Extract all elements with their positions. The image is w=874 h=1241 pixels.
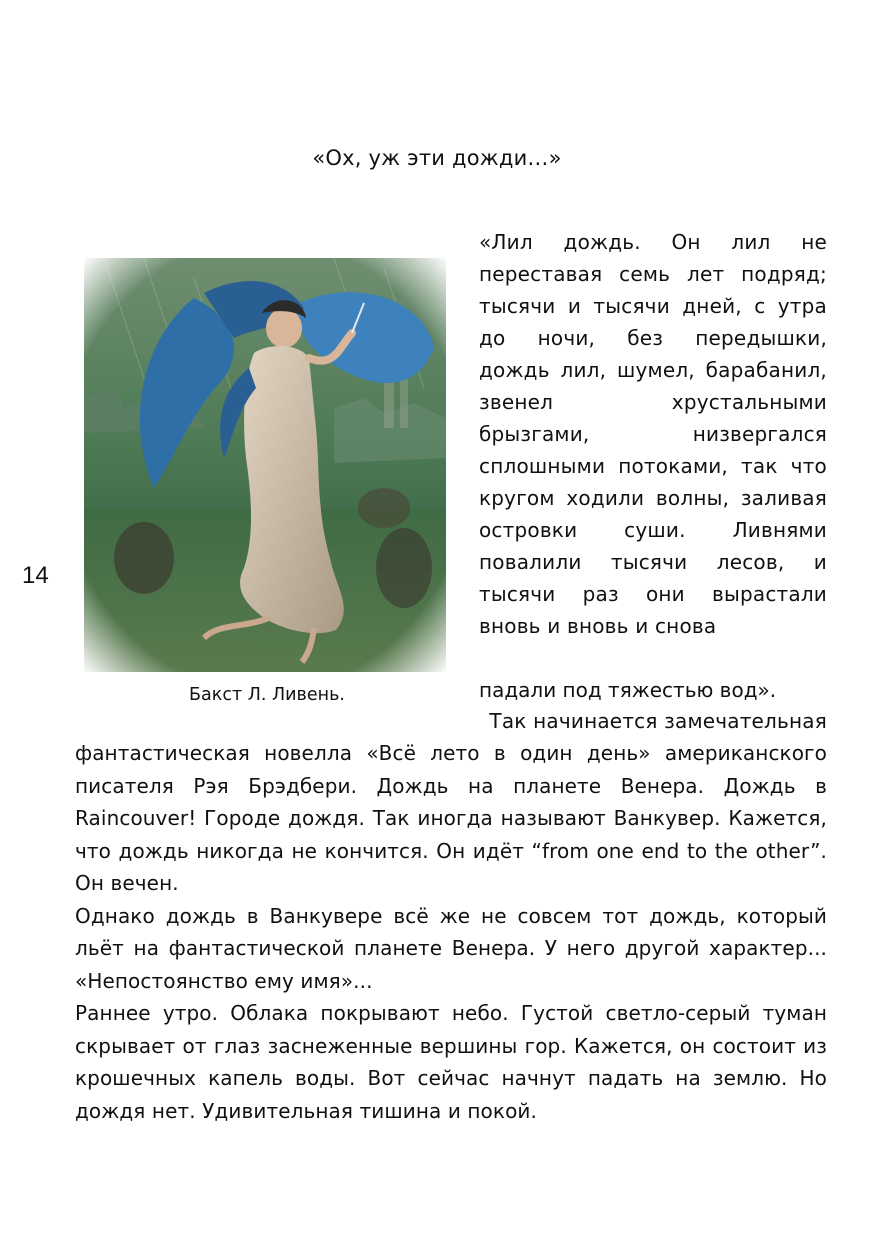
page-number: 14 [22,562,49,589]
page-title: «Ох, уж эти дожди…» [312,146,562,170]
paragraph-2: Однако дождь в Ванкувере всё же не совсем тот дождь, который льёт на фантастической планете Венера. У него другой характер... «Непостоянство ему имя»... [75,903,827,993]
body-first-line: Так начинается замечательная [489,709,827,733]
intro-quote-end: падали под тяжестью вод». [479,678,777,702]
paragraph-3: Раннее утро. Облака покрывают небо. Густой светло-серый туман скрывает от глаз заснеженные вершины гор. Кажется, он состоит из крошечных капель воды. Вот сейчас начнут падать на землю. Но дождя нет. Удивительная тишина и покой. [75,1001,827,1123]
paragraph-1: фантастическая новелла «Всё лето в один день» американского писателя Рэя Брэдбери. Дождь на планете Венера. Дождь в Raincouver! Городе дождя. Так иногда называют Ванкувер. Кажется, что дождь никогда не кончится. Он идёт “from one end to the other”. Он вечен. [75,741,827,895]
painting-figure [84,258,446,672]
intro-quote: «Лил дождь. Он лил не переставая семь лет подряд; тысячи и тысячи дней, с утра до ночи, без передышки, дождь лил, шумел, барабанил, звенел хрустальными брызгами, низвергался сплошными потоками, так что кругом ходили волны, заливая островки суши. Ливнями повалили тысячи лесов, и тысячи раз они вырастали вновь и вновь и снова [479,230,827,638]
body-text [75,737,827,1127]
painting-image [84,258,446,672]
figure-caption: Бакст Л. Ливень. [189,685,345,705]
